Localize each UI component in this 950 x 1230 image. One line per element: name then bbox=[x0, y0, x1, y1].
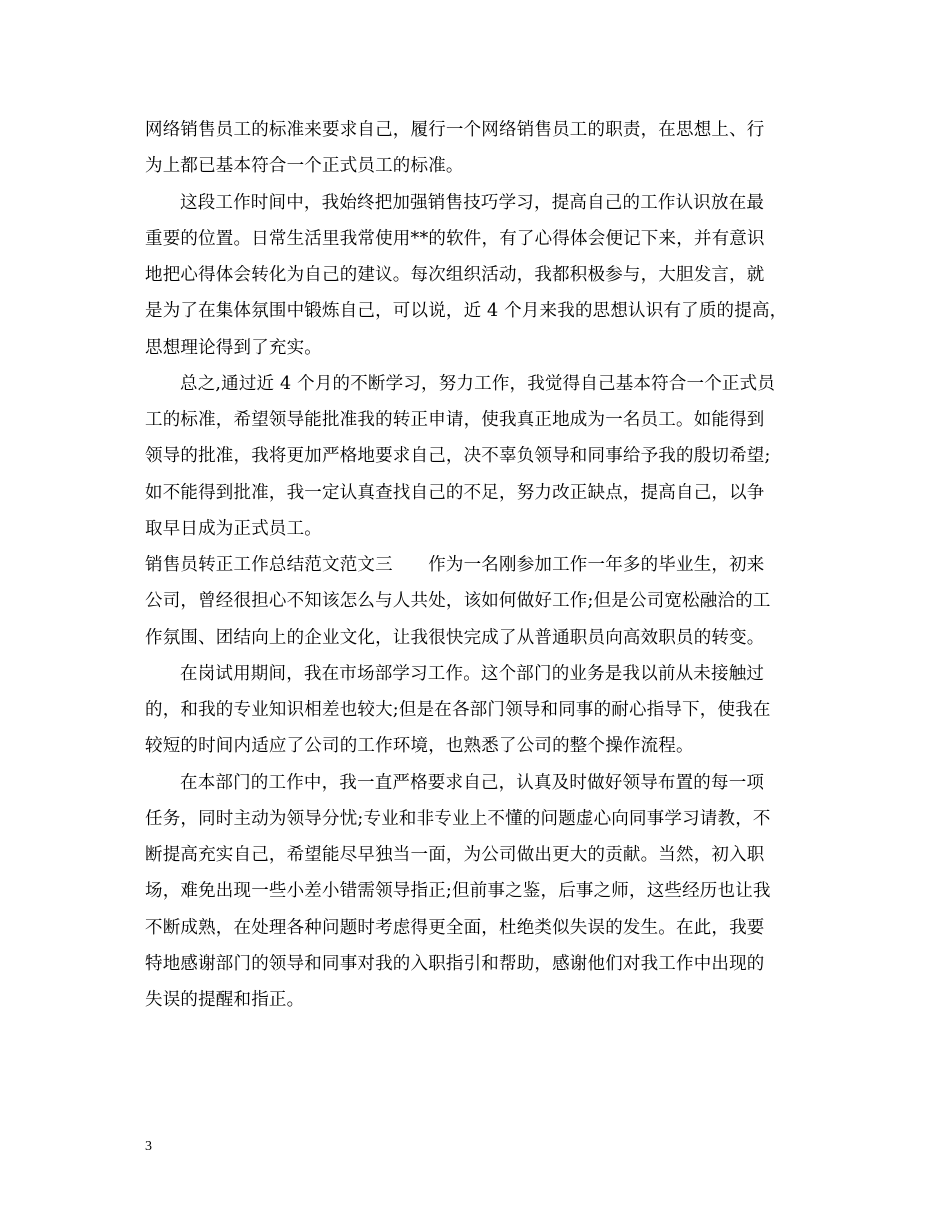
text-line: 思想理论得到了充实。 bbox=[145, 338, 322, 358]
text-line: 取早日成为正式员工。 bbox=[145, 519, 322, 539]
text-line: 较短的时间内适应了公司的工作环境，也熟悉了公司的整个操作流程。 bbox=[145, 736, 694, 756]
text-line: 不断成熟，在处理各种问题时考虑得更全面，杜绝类似失误的发生。在此，我要 bbox=[145, 918, 765, 938]
text-line: 为上都已基本符合一个正式员工的标准。 bbox=[145, 156, 464, 176]
text-line: 领导的批准，我将更加严格地要求自己，决不辜负领导和同事给予我的殷切希望; bbox=[145, 446, 771, 466]
page-number: 3 bbox=[145, 1139, 152, 1154]
text-line: 工的标准，希望领导能批准我的转正申请，使我真正地成为一名员工。如能得到 bbox=[145, 410, 765, 430]
text-line: 网络销售员工的标准来要求自己，履行一个网络销售员工的职责，在思想上、行 bbox=[145, 120, 765, 140]
text-line: 地把心得体会转化为自己的建议。每次组织活动，我都积极参与，大胆发言，就 bbox=[145, 265, 765, 285]
paragraph-first-line: 这段工作时间中，我始终把加强销售技巧学习，提高自己的工作认识放在最 bbox=[180, 193, 765, 213]
text-line: 是为了在集体氛围中锻炼自己，可以说，近 4 个月来我的思想认识有了质的提高， bbox=[145, 301, 788, 321]
text-line: 重要的位置。日常生活里我常使用**的软件，有了心得体会便记下来，并有意识 bbox=[145, 229, 765, 249]
text-line: 如不能得到批准，我一定认真查找自己的不足，努力改正缺点，提高自己，以争 bbox=[145, 483, 765, 503]
text-line: 特地感谢部门的领导和同事对我的入职指引和帮助，感谢他们对我工作中出现的 bbox=[145, 954, 765, 974]
text-line: 的，和我的专业知识相差也较大;但是在各部门领导和同事的耐心指导下，使我在 bbox=[145, 700, 771, 720]
text-line: 断提高充实自己，希望能尽早独当一面，为公司做出更大的贡献。当然，初入职 bbox=[145, 845, 765, 865]
paragraph-first-line: 在岗试用期间，我在市场部学习工作。这个部门的业务是我以前从未接触过 bbox=[180, 664, 765, 684]
paragraph-first-line: 总之,通过近 4 个月的不断学习，努力工作，我觉得自己基本符合一个正式员 bbox=[180, 374, 776, 394]
text-line: 任务，同时主动为领导分忧;专业和非专业上不懂的问题虚心向同事学习请教，不 bbox=[145, 809, 771, 829]
text-line: 作氛围、团结向上的企业文化，让我很快完成了从普通职员向高效职员的转变。 bbox=[145, 628, 765, 648]
text-line: 公司，曾经很担心不知该怎么与人共处，该如何做好工作;但是公司宽松融洽的工 bbox=[145, 591, 771, 611]
section-heading-line: 销售员转正工作总结范文范文三 作为一名刚参加工作一年多的毕业生，初来 bbox=[145, 555, 765, 575]
text-line: 场，难免出现一些小差小错需领导指正;但前事之鉴，后事之师，这些经历也让我 bbox=[145, 881, 771, 901]
paragraph-first-line: 在本部门的工作中，我一直严格要求自己，认真及时做好领导布置的每一项 bbox=[180, 773, 765, 793]
text-line: 失误的提醒和指正。 bbox=[145, 990, 305, 1010]
